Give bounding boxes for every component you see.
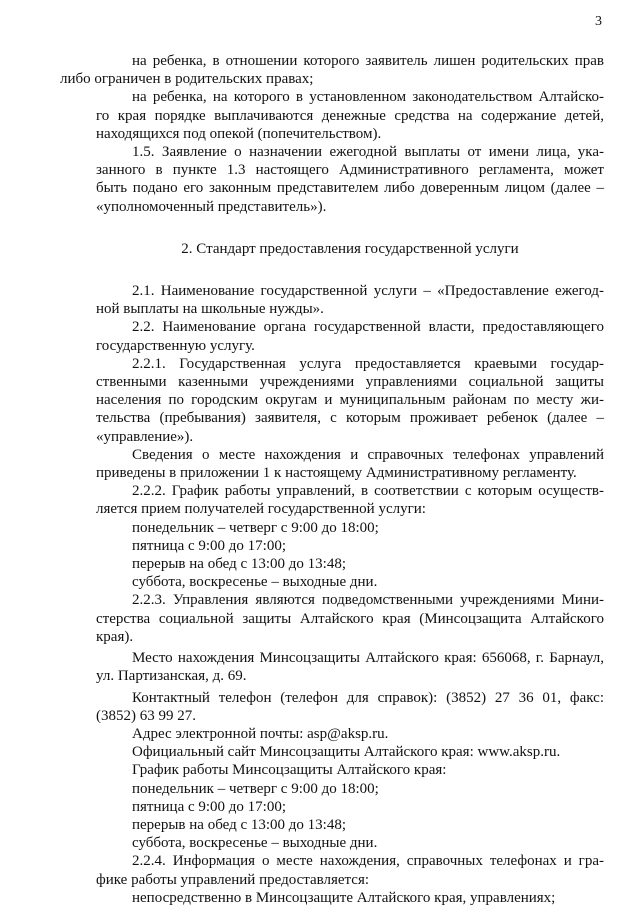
text-line: ной выплаты на школьные нужды». xyxy=(96,301,324,318)
text-line: Место нахождения Минсоцзащиты Алтайского края: 656068, г. Барнаул, xyxy=(132,650,604,667)
section-title xyxy=(96,240,604,258)
text-line: 2.2.1. Государственная услуга предоставляется краевыми государ- xyxy=(132,355,604,372)
ministry-website: Официальный сайт Минсоцзащиты Алтайского края: www.aksp.ru. xyxy=(132,744,561,761)
text-line: занного в пункте 1.3 настоящего Административного регламента, может xyxy=(96,162,604,179)
text-line: стерства социальной защиты Алтайского края (Минсоцзащита Алтайского xyxy=(96,610,604,627)
text-line: быть подано его законным представителем либо доверенным лицом (далее – xyxy=(96,180,604,197)
schedule-line: перерыв на обед с 13:00 до 13:48; xyxy=(132,556,347,573)
text-line: тельства (пребывания) заявителя, с которым проживает ребенок (далее – xyxy=(96,410,604,427)
paragraph-2-2-1 xyxy=(96,355,604,446)
schedule-line: пятница с 9:00 до 17:00; xyxy=(132,537,287,554)
document-body xyxy=(60,52,604,907)
text-line: «уполномоченный представитель»). xyxy=(96,198,327,215)
ministry-contacts xyxy=(96,725,604,852)
text-line: фике работы управлений предоставляется: xyxy=(96,871,370,888)
schedule-line: пятница с 9:00 до 17:00; xyxy=(132,798,287,815)
text-line: ственными казенными учреждениями управлениями социальной защиты xyxy=(96,374,604,391)
paragraph-2-2-2 xyxy=(96,482,604,518)
schedule-line: суббота, воскресенье – выходные дни. xyxy=(132,574,378,591)
paragraph-ministry-address xyxy=(96,649,604,685)
paragraph-directly xyxy=(96,889,604,907)
ministry-email: Адрес электронной почты: asp@aksp.ru. xyxy=(132,725,389,742)
text-line: 2.2.2. График работы управлений, в соответствии с которым осуществ- xyxy=(132,483,604,500)
text-line: 2.2. Наименование органа государственной власти, предоставляющего xyxy=(132,319,604,336)
paragraph-2-2 xyxy=(96,318,604,354)
text-line: 1.5. Заявление о назначении ежегодной выплаты от имени лица, ука- xyxy=(132,144,604,161)
schedule-line: перерыв на обед с 13:00 до 13:48; xyxy=(132,816,347,833)
text-line: приведены в приложении 1 к настоящему Административному регламенту. xyxy=(96,465,577,482)
schedule-line: понедельник – четверг с 9:00 до 18:00; xyxy=(132,519,379,536)
text-line: Сведения о месте нахождения и справочных телефонах управлений xyxy=(132,446,604,463)
text-line: края). xyxy=(96,628,134,645)
ministry-schedule-heading: График работы Минсоцзащиты Алтайского края: xyxy=(132,762,447,779)
text-line: на ребенка, на которого в установленном законодательством Алтайско- xyxy=(132,89,604,106)
text-line: либо ограничен в родительских правах; xyxy=(60,71,314,88)
text-line: 2.2.4. Информация о месте нахождения, справочных телефонах и гра- xyxy=(132,853,604,870)
text-line: на ребенка, в отношении которого заявитель лишен родительских прав xyxy=(132,53,604,69)
text-line: непосредственно в Минсоцзащите Алтайского края, управлениях; xyxy=(132,889,556,906)
schedule-line: понедельник – четверг с 9:00 до 18:00; xyxy=(132,780,379,797)
paragraph-2-2-3 xyxy=(96,591,604,646)
paragraph-1-5 xyxy=(96,143,604,216)
paragraph-deprived-rights xyxy=(60,52,604,88)
text-line: ляется прием получателей государственной услуги: xyxy=(96,501,426,518)
paragraph-guardianship xyxy=(96,88,604,143)
paragraph-2-2-4 xyxy=(96,852,604,888)
text-line: ул. Партизанская, д. 69. xyxy=(96,668,247,685)
schedule-line: суббота, воскресенье – выходные дни. xyxy=(132,835,378,852)
section-title-text: 2. Стандарт предоставления государственной услуги xyxy=(181,240,519,257)
paragraph-2-1 xyxy=(96,282,604,318)
text-line: го края порядке выплачиваются денежные средства на содержание детей, xyxy=(96,107,604,124)
text-line: государственную услугу. xyxy=(96,337,255,354)
text-line: населения по городским округам и муниципальным районам по месту жи- xyxy=(96,392,604,409)
text-line: «управление»). xyxy=(96,428,194,445)
text-line: 2.2.3. Управления являются подведомственными учреждениями Мини- xyxy=(132,592,604,609)
text-line: (3852) 63 99 27. xyxy=(96,707,196,724)
text-line: Контактный телефон (телефон для справок): (3852) 27 36 01, факс: xyxy=(132,689,604,706)
page-number: 3 xyxy=(595,14,602,29)
paragraph-offices-info xyxy=(96,446,604,482)
text-line: находящихся под опекой (попечительством). xyxy=(96,125,382,142)
paragraph-ministry-phone xyxy=(96,689,604,725)
schedule-offices xyxy=(96,519,604,592)
text-line: 2.1. Наименование государственной услуги – «Предоставление ежегод- xyxy=(132,283,604,300)
